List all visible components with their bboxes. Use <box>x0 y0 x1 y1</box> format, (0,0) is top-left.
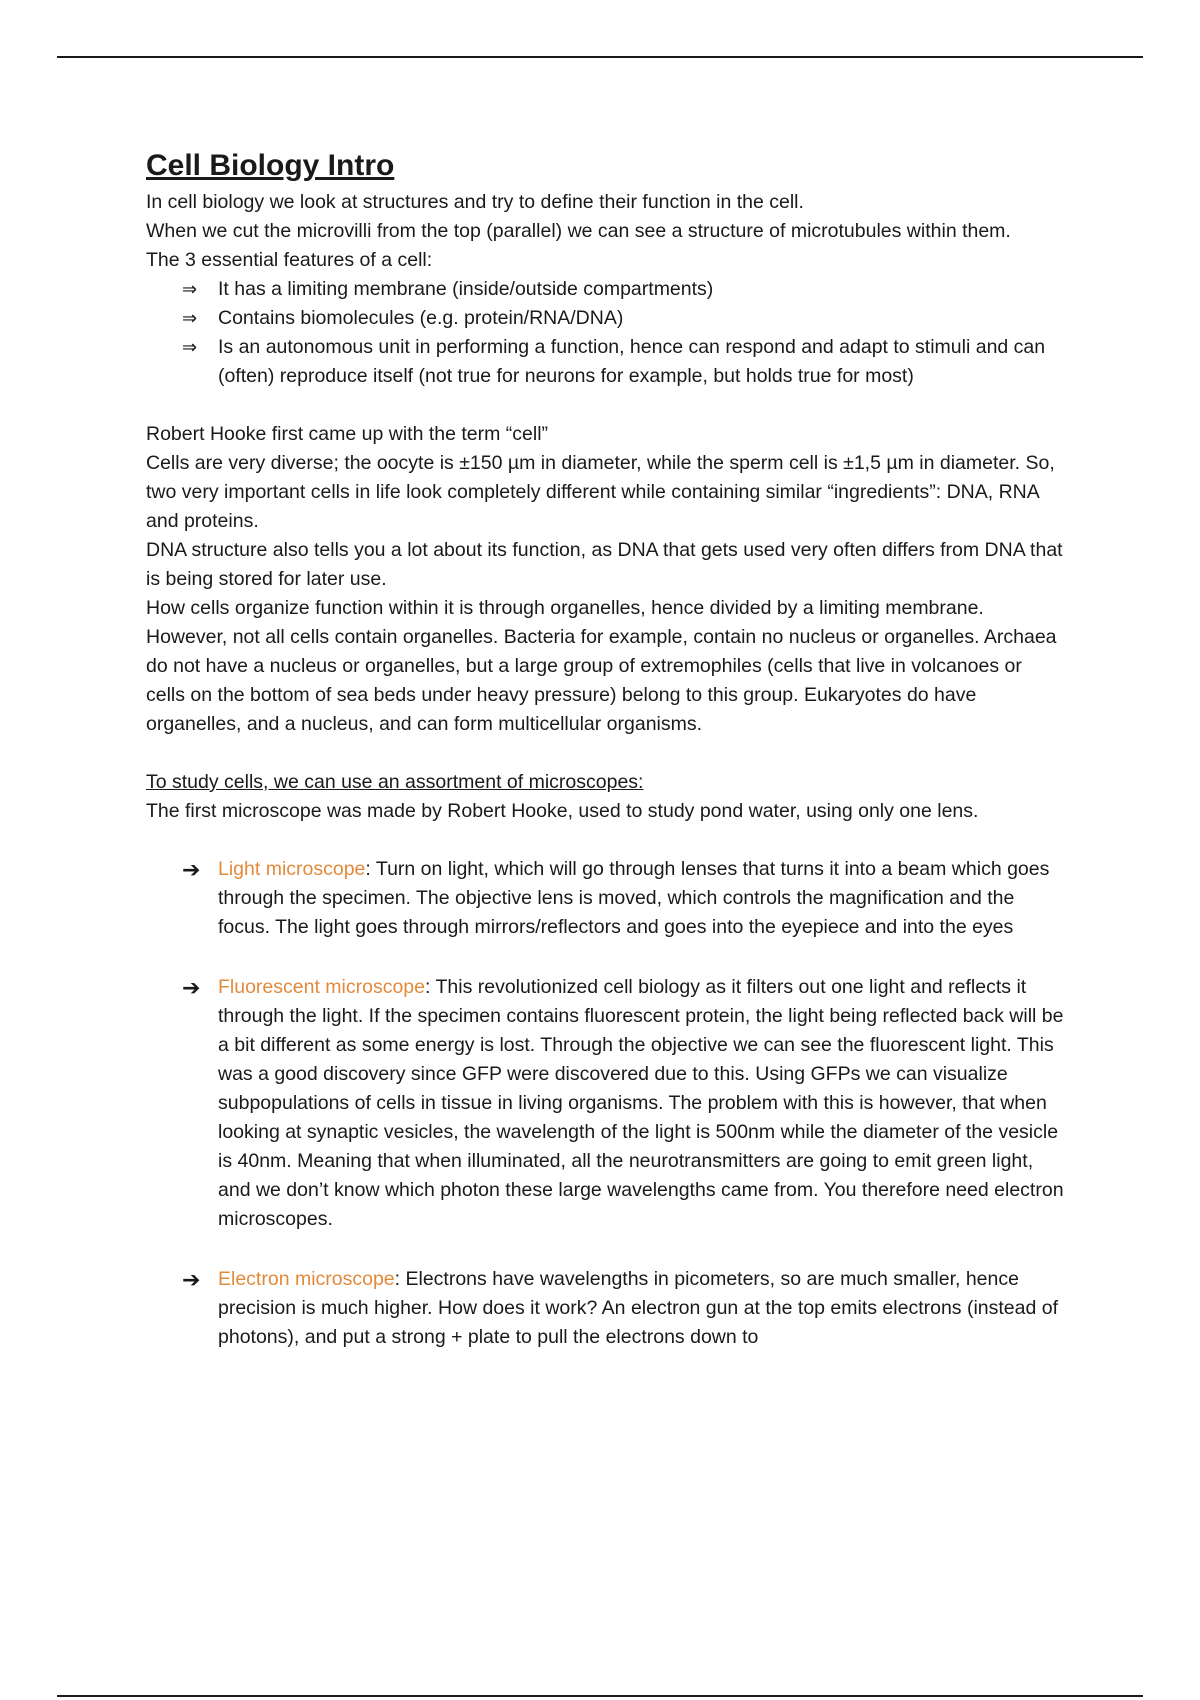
spacer <box>146 739 1066 768</box>
term-description: : Turn on light, which will go through lenses that turns it into a beam which goes through the specimen. The objective lens is moved, which controls the magnification and the focus. The light goes through mirrors/reflectors and goes into the eyepiece and into the eyes <box>218 858 1050 938</box>
arrow-right-icon: ➔ <box>182 857 201 882</box>
feature-text: Contains biomolecules (e.g. protein/RNA/DNA) <box>218 307 624 329</box>
features-list <box>146 275 1066 391</box>
double-arrow-icon: ⇒ <box>182 337 198 357</box>
spacer <box>146 826 1066 855</box>
spacer <box>146 391 1066 420</box>
term-light-microscope: Light microscope <box>218 858 366 880</box>
feature-text: Is an autonomous unit in performing a function, hence can respond and adapt to stimuli and can (often) reproduce itself (not true for neurons for example, but holds true for most) <box>218 336 1046 387</box>
footer-rule <box>57 1695 1143 1697</box>
term-description: : This revolutionized cell biology as it filters out one light and reflects it through the light. If the specimen contains fluorescent protein, the light being reflected back will be a bit different as some energy is lost. Through the objective we can see the fluorescent light. This was a good discovery since GFP were discovered due to this. Using GFPs we can visualize subpopulations of cells in tissue in living organisms. The problem with this is however, that when looking at synaptic vesicles, the wavelength of the light is 500nm while the diameter of the vesicle is 40nm. Meaning that when illuminated, all the neurotransmitters are going to emit green light, and we don’t know which photon these large wavelengths came from. You therefore need electron microscopes. <box>218 976 1064 1230</box>
feature-text: It has a limiting membrane (inside/outside compartments) <box>218 278 714 300</box>
paragraph: Cells are very diverse; the oocyte is ±150 µm in diameter, while the sperm cell is ±1,5 µm in diameter. So, two very important cells in life look completely different while containing similar “ingredients”: DNA, RNA and proteins. <box>146 452 1055 532</box>
microscopes-list <box>146 855 1066 1352</box>
list-item <box>146 275 1066 304</box>
term-description: : Electrons have wavelengths in picometers, so are much smaller, hence precision is much higher. How does it work? An electron gun at the top emits electrons (instead of photons), and put a strong + plate to pull the electrons down to <box>218 1268 1059 1348</box>
intro-line: The 3 essential features of a cell: <box>146 249 433 271</box>
document-body <box>146 146 1066 1352</box>
paragraph: Robert Hooke first came up with the term “cell” <box>146 423 549 445</box>
paragraph: DNA structure also tells you a lot about its function, as DNA that gets used very often differs from DNA that is being stored for later use. <box>146 539 1063 590</box>
paragraph: How cells organize function within it is through organelles, hence divided by a limiting membrane. However, not all cells contain organelles. Bacteria for example, contain no nucleus or organelles. Archaea do not have a nucleus or organelles, but a large group of extremophiles (cells that live in volcanoes or cells on the bottom of sea beds under heavy pressure) belong to this group. Eukaryotes do have organelles, and a nucleus, and can form multicellular organisms. <box>146 597 1057 735</box>
term-fluorescent-microscope: Fluorescent microscope <box>218 976 425 998</box>
list-item <box>146 855 1066 942</box>
section-heading: To study cells, we can use an assortment of microscopes: <box>146 771 644 793</box>
list-item <box>146 973 1066 1234</box>
list-item <box>146 304 1066 333</box>
header-rule <box>57 56 1143 58</box>
double-arrow-icon: ⇒ <box>182 279 198 299</box>
paragraph: The first microscope was made by Robert Hooke, used to study pond water, using only one lens. <box>146 800 979 822</box>
arrow-right-icon: ➔ <box>182 975 201 1000</box>
arrow-right-icon: ➔ <box>182 1267 201 1292</box>
page-title: Cell Biology Intro <box>146 149 395 182</box>
list-item <box>146 1265 1066 1352</box>
list-item <box>146 333 1066 391</box>
intro-line: When we cut the microvilli from the top (parallel) we can see a structure of microtubules within them. <box>146 220 1011 242</box>
term-electron-microscope: Electron microscope <box>218 1268 395 1290</box>
double-arrow-icon: ⇒ <box>182 308 198 328</box>
intro-line: In cell biology we look at structures and try to define their function in the cell. <box>146 191 804 213</box>
